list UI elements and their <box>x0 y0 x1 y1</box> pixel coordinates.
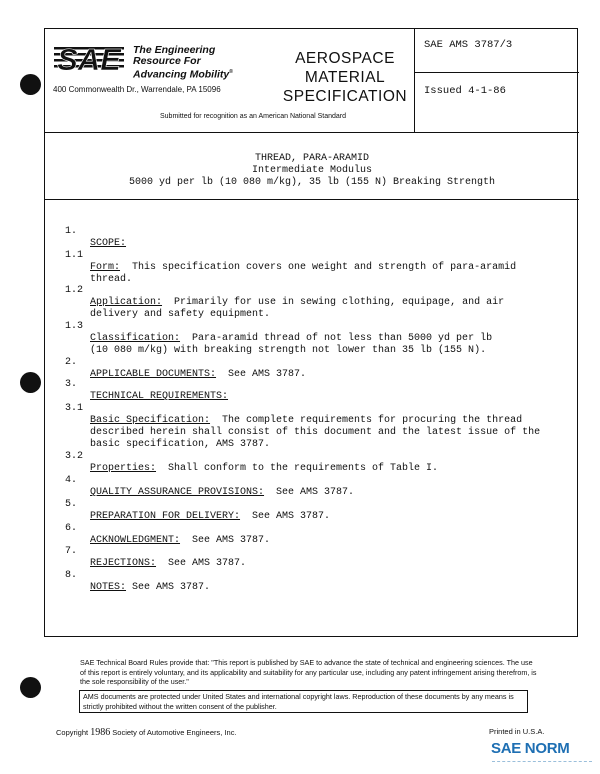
section-text-cont: described herein shall consist of this document and the latest issue of the <box>90 427 541 438</box>
section-number: 8. <box>65 570 78 581</box>
section-text: See AMS 3787. <box>126 582 211 593</box>
copyright-label: Copyright <box>56 728 89 737</box>
section-number: 6. <box>65 523 78 534</box>
tagline-line-2: Resource For <box>133 55 201 67</box>
title-line-3: 5000 yd per lb (10 080 m/kg), 35 lb (155 N) Breaking Strength <box>128 177 496 188</box>
section-number: 3.1 <box>65 403 84 414</box>
copyright-line <box>56 727 237 738</box>
section-number: 1. <box>65 226 78 237</box>
binder-hole-middle <box>20 372 41 393</box>
technical-board-rules-note: SAE Technical Board Rules provide that: "This report is published by SAE to advance the state of technical and engineering sciences. The use of this report is entirely voluntary, and its applicability and suitability for any particular use, including any patent infringement arising therefrom, is the sole responsibility of the user." <box>80 658 537 687</box>
section-text: See AMS 3787. <box>264 487 355 498</box>
spec-title-line-1: AEROSPACE <box>295 50 395 67</box>
section-number: 1.2 <box>65 285 84 296</box>
section-text: See AMS 3787. <box>156 558 247 569</box>
copyright-year: 1986 <box>90 727 111 738</box>
section-label: REJECTIONS: <box>90 558 157 569</box>
section-label: Classification: <box>90 333 181 344</box>
document-title <box>45 153 579 189</box>
section-label: Basic Specification: <box>90 415 211 426</box>
section-text: See AMS 3787. <box>180 535 271 546</box>
section-number: 7. <box>65 546 78 557</box>
section-text: Shall conform to the requirements of Table I. <box>156 463 439 474</box>
section-number: 5. <box>65 499 78 510</box>
section-label: NOTES: <box>90 582 127 593</box>
submitted-note: Submitted for recognition as an American National Standard <box>160 113 346 120</box>
section-number: 2. <box>65 357 78 368</box>
section-number: 1.3 <box>65 321 84 332</box>
section-text-cont: (10 080 m/kg) with breaking strength not lower than 35 lb (155 N). <box>90 345 487 356</box>
logo-text: SAE <box>57 42 121 77</box>
section-number: 3. <box>65 379 78 390</box>
section-text: This specification covers one weight and strength of para-aramid <box>120 262 517 273</box>
section-text: The complete requirements for procuring the thread <box>210 415 523 426</box>
tagline-line-1: The Engineering <box>133 44 216 56</box>
watermark: SAE NORM <box>491 740 570 757</box>
section-label: QUALITY ASSURANCE PROVISIONS: <box>90 487 265 498</box>
section-label: Properties: <box>90 463 157 474</box>
section-text: Para-aramid thread of not less than 5000 yd per lb <box>180 333 493 344</box>
sae-logo <box>54 39 124 77</box>
section-text-cont: thread. <box>90 274 133 285</box>
section-text-cont: basic specification, AMS 3787. <box>90 439 271 450</box>
section-label: ACKNOWLEDGMENT: <box>90 535 181 546</box>
section-label: Application: <box>90 297 163 308</box>
spec-title-line-2: MATERIAL <box>304 69 386 86</box>
copyright-owner: Society of Automotive Engineers, Inc. <box>112 728 237 737</box>
section-text: See AMS 3787. <box>240 511 331 522</box>
spec-title <box>275 49 415 106</box>
section-label: TECHNICAL REQUIREMENTS: <box>90 391 229 402</box>
address: 400 Commonwealth Dr., Warrendale, PA 15096 <box>53 85 221 94</box>
title-divider <box>45 199 579 200</box>
copyright-notice-box: AMS documents are protected under United States and international copyright laws. Reproduction of these documents by any means is strictly prohibited without the written consent of the publisher. <box>79 690 528 713</box>
header-right <box>414 29 579 133</box>
section-label: Form: <box>90 262 121 273</box>
binder-hole-top <box>20 74 41 95</box>
spec-title-line-3: SPECIFICATION <box>282 88 408 105</box>
printed-in: Printed in U.S.A. <box>489 727 545 736</box>
tagline-line-3: Advancing Mobility® <box>133 68 233 81</box>
title-line-2: Intermediate Modulus <box>251 165 373 176</box>
document-frame <box>44 28 578 637</box>
section-text-cont: delivery and safety equipment. <box>90 309 271 320</box>
tagline-line-3-text: Advancing Mobility <box>133 68 230 81</box>
section-label: SCOPE: <box>90 238 127 249</box>
section-text: Primarily for use in sewing clothing, equipage, and air <box>162 297 505 308</box>
section-number: 3.2 <box>65 451 84 462</box>
header-left <box>45 29 415 133</box>
binder-hole-bottom <box>20 677 41 698</box>
tagline <box>133 45 233 81</box>
section-label: PREPARATION FOR DELIVERY: <box>90 511 241 522</box>
section-text: See AMS 3787. <box>216 369 307 380</box>
issued-date: Issued 4-1-86 <box>424 85 506 97</box>
section-label: APPLICABLE DOCUMENTS: <box>90 369 217 380</box>
section-number: 1.1 <box>65 250 84 261</box>
section-number: 4. <box>65 475 78 486</box>
watermark-underline <box>492 761 592 766</box>
title-line-1: THREAD, PARA-ARAMID <box>254 153 370 164</box>
doc-number: SAE AMS 3787/3 <box>415 29 579 73</box>
